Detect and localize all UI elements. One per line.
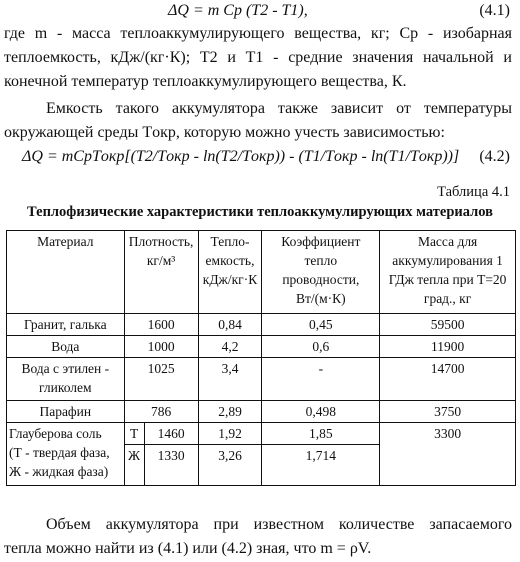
cell-mass: 3300 xyxy=(380,423,516,486)
paragraph-line: Емкость такого аккумулятора также зависит от температуры xyxy=(46,100,512,117)
cell-density: 786 xyxy=(124,401,198,423)
cell-density: 1330 xyxy=(144,445,198,486)
header-density: Плотность, кг/м³ xyxy=(124,231,198,314)
cell-heat-capacity: 3,4 xyxy=(198,358,262,401)
paragraph-line: теплоемкость, кДж/(кг·К); T2 и T1 - средние значения начальной и xyxy=(4,49,512,66)
cell-heat-capacity: 3,26 xyxy=(198,445,262,486)
header-heat-capacity: Тепло-емкость, кДж/кг·К xyxy=(198,231,262,314)
cell-density: 1600 xyxy=(124,314,198,336)
paragraph-line: Объем аккумулятора при известном количестве запасаемого xyxy=(46,516,512,533)
cell-mass: 14700 xyxy=(380,358,516,401)
cell-heat-capacity: 1,92 xyxy=(198,423,262,445)
header-conductivity: Коэффициент тепло проводности, Вт/(м·К) xyxy=(262,231,380,314)
cell-conductivity: 0,498 xyxy=(262,401,380,423)
cell-density: 1025 xyxy=(124,358,198,401)
equation-number: (4.2) xyxy=(479,148,510,165)
table-row xyxy=(7,358,516,401)
cell-material: Парафин xyxy=(7,401,125,423)
paragraph-line: окружающей среды Tокр, которую можно учесть зависимостью: xyxy=(4,124,445,141)
material-line: Ж - жидкая фаза) xyxy=(9,464,109,479)
cell-mass: 11900 xyxy=(380,336,516,358)
table-row xyxy=(7,314,516,336)
cell-heat-capacity: 4,2 xyxy=(198,336,262,358)
cell-conductivity: 0,6 xyxy=(262,336,380,358)
equation-number: (4.1) xyxy=(479,2,510,19)
cell-material: Вода xyxy=(7,336,125,358)
cell-heat-capacity: 0,84 xyxy=(198,314,262,336)
cell-phase: Ж xyxy=(124,445,144,486)
cell-phase: Т xyxy=(124,423,144,445)
cell-material xyxy=(7,423,125,486)
cell-material: Вода с этилен - гликолем xyxy=(7,358,125,401)
table-number: Таблица 4.1 xyxy=(437,184,510,200)
table-title: Теплофизические характеристики теплоаккумулирующих материалов xyxy=(27,204,493,220)
paragraph-line: конечной температур теплоаккумулирующего вещества, К. xyxy=(4,73,407,90)
materials-table xyxy=(6,230,516,486)
paragraph-line: где m - масса теплоаккумулирующего вещества, кг; Cp - изобарная xyxy=(4,25,512,42)
cell-heat-capacity: 2,89 xyxy=(198,401,262,423)
table-header-row xyxy=(7,231,516,314)
header-mass: Масса для аккумулирования 1 ГДж тепла при T=20 град., кг xyxy=(380,231,516,314)
cell-density: 1460 xyxy=(144,423,198,445)
cell-conductivity: 1,714 xyxy=(262,445,380,486)
cell-mass: 59500 xyxy=(380,314,516,336)
cell-conductivity: 1,85 xyxy=(262,423,380,445)
cell-conductivity: - xyxy=(262,358,380,401)
paragraph-line: тепла можно найти из (4.1) или (4.2) зная, что m = ρV. xyxy=(4,540,372,557)
equation-4-1: ΔQ = m Cp (T2 - T1), xyxy=(168,2,308,19)
table-row xyxy=(7,423,516,445)
cell-mass: 3750 xyxy=(380,401,516,423)
table-row xyxy=(7,401,516,423)
cell-density: 1000 xyxy=(124,336,198,358)
equation-4-2: ΔQ = mCpTокр[(T2/Tокр - ln(T2/Tокр)) - (T1/Tокр - ln(T1/Tокр))] xyxy=(22,148,460,165)
cell-material: Гранит, галька xyxy=(7,314,125,336)
cell-conductivity: 0,45 xyxy=(262,314,380,336)
header-material: Материал xyxy=(7,231,125,314)
table-row xyxy=(7,336,516,358)
material-line: (Т - твердая фаза, xyxy=(9,445,110,460)
material-line: Глауберова соль xyxy=(9,426,102,441)
